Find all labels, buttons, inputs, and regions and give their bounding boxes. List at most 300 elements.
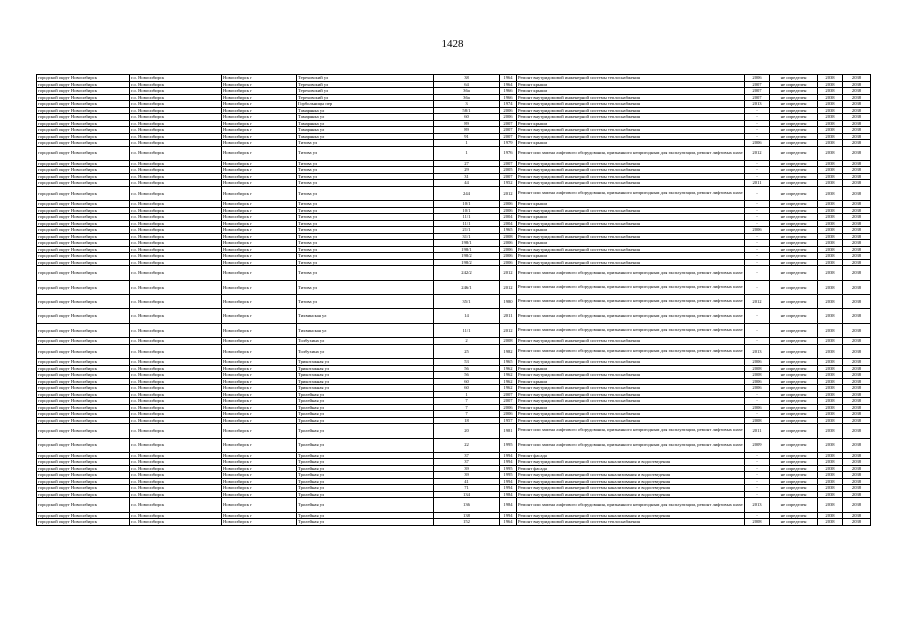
cell-plan-year: 2006	[745, 378, 770, 385]
cell-district: городской округ Новосибирск	[37, 519, 130, 526]
cell-locality: Новосибирск г	[222, 240, 297, 247]
cell-work: Ремонт внутридомовой инженерной системы теплоснабжения	[517, 233, 745, 240]
cell-plan-year: -	[745, 485, 770, 492]
cell-house: 11/1	[434, 323, 500, 337]
cell-work: Ремонт внутридомовой инженерной системы теплоснабжения	[517, 167, 745, 174]
cell-fact-year: не определен	[770, 75, 818, 82]
cell-street: Титова ул	[297, 266, 434, 280]
cell-year: 1966	[500, 88, 517, 95]
cell-settlement: г.о. Новосибирск	[130, 378, 222, 385]
cell-to-year: 2038	[843, 101, 871, 108]
cell-from-year: 2038	[818, 266, 843, 280]
cell-year: 1980	[500, 295, 517, 309]
cell-district: городской округ Новосибирск	[37, 180, 130, 187]
cell-locality: Новосибирск г	[222, 94, 297, 101]
cell-plan-year: -	[745, 512, 770, 519]
cell-to-year: 2038	[843, 227, 871, 234]
cell-work: Ремонт или замена лифтового оборудования, признанного непригодным для эксплуатации, ремонт лифтовых шахт	[517, 146, 745, 160]
cell-from-year: 2038	[818, 180, 843, 187]
cell-house: 56	[434, 365, 500, 372]
table-row	[37, 309, 871, 323]
cell-year: 1994	[500, 452, 517, 459]
cell-from-year: 2038	[818, 101, 843, 108]
cell-fact-year: не определен	[770, 246, 818, 253]
cell-house: 7	[434, 411, 500, 418]
table-row	[37, 266, 871, 280]
cell-fact-year: не определен	[770, 253, 818, 260]
cell-work: Ремонт или замена лифтового оборудования, признанного непригодным для эксплуатации, ремонт лифтовых шахт	[517, 266, 745, 280]
cell-work: Ремонт или замена лифтового оборудования, признанного непригодным для эксплуатации, ремонт лифтовых шахт	[517, 309, 745, 323]
cell-house: 39	[434, 472, 500, 479]
cell-year: 2007	[500, 160, 517, 167]
cell-work: Ремонт крыши	[517, 140, 745, 147]
cell-district: городской округ Новосибирск	[37, 365, 130, 372]
cell-work: Ремонт внутридомовой инженерной системы теплоснабжения	[517, 359, 745, 366]
table-row	[37, 323, 871, 337]
cell-locality: Новосибирск г	[222, 114, 297, 121]
cell-to-year: 2038	[843, 512, 871, 519]
cell-settlement: г.о. Новосибирск	[130, 485, 222, 492]
cell-to-year: 2038	[843, 404, 871, 411]
cell-fact-year: не определен	[770, 391, 818, 398]
cell-year: 1994	[500, 459, 517, 466]
cell-plan-year: -	[745, 259, 770, 266]
cell-plan-year: 2008	[745, 417, 770, 424]
cell-locality: Новосибирск г	[222, 133, 297, 140]
cell-street: Тамарянка ул	[297, 107, 434, 114]
cell-to-year: 2038	[843, 491, 871, 498]
cell-from-year: 2038	[818, 519, 843, 526]
cell-work: Ремонт внутридомовой инженерной системы канализования и водоотведения	[517, 485, 745, 492]
cell-plan-year: -	[745, 478, 770, 485]
cell-house: 29	[434, 167, 500, 174]
cell-from-year: 2038	[818, 75, 843, 82]
cell-from-year: 2038	[818, 240, 843, 247]
cell-fact-year: не определен	[770, 472, 818, 479]
cell-plan-year: 2011	[745, 180, 770, 187]
cell-district: городской округ Новосибирск	[37, 133, 130, 140]
cell-district: городской округ Новосибирск	[37, 266, 130, 280]
cell-work: Ремонт внутридомовой инженерной системы теплоснабжения	[517, 220, 745, 227]
cell-to-year: 2038	[843, 438, 871, 452]
cell-from-year: 2038	[818, 359, 843, 366]
cell-to-year: 2038	[843, 120, 871, 127]
cell-from-year: 2038	[818, 88, 843, 95]
cell-from-year: 2038	[818, 485, 843, 492]
cell-year: 1995	[500, 438, 517, 452]
cell-work: Ремонт или замена лифтового оборудования, признанного непригодным для эксплуатации, ремонт лифтовых шахт	[517, 186, 745, 200]
cell-settlement: г.о. Новосибирск	[130, 127, 222, 134]
cell-district: городской округ Новосибирск	[37, 246, 130, 253]
cell-from-year: 2038	[818, 133, 843, 140]
cell-street: Трикотажная ул	[297, 372, 434, 379]
cell-street: Тролейная ул	[297, 404, 434, 411]
cell-fact-year: не определен	[770, 378, 818, 385]
cell-district: городской округ Новосибирск	[37, 472, 130, 479]
cell-from-year: 2038	[818, 167, 843, 174]
cell-from-year: 2038	[818, 214, 843, 221]
cell-from-year: 2038	[818, 498, 843, 512]
table-row	[37, 344, 871, 358]
cell-house: 58/1	[434, 107, 500, 114]
cell-house: 138	[434, 512, 500, 519]
cell-plan-year: -	[745, 133, 770, 140]
cell-district: городской округ Новосибирск	[37, 127, 130, 134]
cell-year: 2006	[500, 207, 517, 214]
cell-year: 1964	[500, 81, 517, 88]
cell-fact-year: не определен	[770, 280, 818, 294]
cell-plan-year: 2008	[745, 372, 770, 379]
cell-street: Титова ул	[297, 253, 434, 260]
cell-work: Ремонт или замена лифтового оборудования, признанного непригодным для эксплуатации, ремонт лифтовых шахт	[517, 438, 745, 452]
cell-house: 21/1	[434, 227, 500, 234]
cell-fact-year: не определен	[770, 411, 818, 418]
cell-plan-year: -	[745, 338, 770, 345]
cell-to-year: 2038	[843, 411, 871, 418]
table-row	[37, 295, 871, 309]
cell-to-year: 2038	[843, 295, 871, 309]
cell-settlement: г.о. Новосибирск	[130, 167, 222, 174]
cell-district: городской округ Новосибирск	[37, 173, 130, 180]
cell-to-year: 2038	[843, 309, 871, 323]
cell-locality: Новосибирск г	[222, 280, 297, 294]
cell-plan-year: -	[745, 452, 770, 459]
cell-from-year: 2038	[818, 491, 843, 498]
cell-settlement: г.о. Новосибирск	[130, 498, 222, 512]
cell-street: Толбухина ул	[297, 338, 434, 345]
cell-settlement: г.о. Новосибирск	[130, 391, 222, 398]
cell-street: Титова ул	[297, 214, 434, 221]
cell-house: 198/1	[434, 246, 500, 253]
cell-to-year: 2038	[843, 472, 871, 479]
cell-fact-year: не определен	[770, 512, 818, 519]
cell-house: 10/1	[434, 201, 500, 208]
cell-year: 2006	[500, 259, 517, 266]
cell-to-year: 2038	[843, 107, 871, 114]
cell-district: городской округ Новосибирск	[37, 344, 130, 358]
cell-settlement: г.о. Новосибирск	[130, 385, 222, 392]
cell-to-year: 2038	[843, 378, 871, 385]
cell-street: Тролейная ул	[297, 417, 434, 424]
cell-house: 38	[434, 75, 500, 82]
cell-year: 2006	[500, 107, 517, 114]
cell-work: Ремонт внутридомовой инженерной системы теплоснабжения	[517, 398, 745, 405]
cell-fact-year: не определен	[770, 459, 818, 466]
cell-fact-year: не определен	[770, 167, 818, 174]
cell-district: городской округ Новосибирск	[37, 280, 130, 294]
cell-street: Тереховский ул	[297, 81, 434, 88]
cell-from-year: 2038	[818, 233, 843, 240]
cell-fact-year: не определен	[770, 88, 818, 95]
cell-district: городской округ Новосибирск	[37, 146, 130, 160]
cell-work: Ремонт фасада	[517, 452, 745, 459]
cell-locality: Новосибирск г	[222, 472, 297, 479]
cell-year: 2012	[500, 280, 517, 294]
table-row	[37, 498, 871, 512]
cell-settlement: г.о. Новосибирск	[130, 491, 222, 498]
cell-to-year: 2038	[843, 465, 871, 472]
cell-locality: Новосибирск г	[222, 378, 297, 385]
cell-year: 2006	[500, 114, 517, 121]
cell-from-year: 2038	[818, 344, 843, 358]
cell-district: городской округ Новосибирск	[37, 417, 130, 424]
cell-street: Тамарянка ул	[297, 120, 434, 127]
cell-from-year: 2038	[818, 146, 843, 160]
cell-street: Тролейная ул	[297, 398, 434, 405]
cell-fact-year: не определен	[770, 266, 818, 280]
cell-plan-year: -	[745, 266, 770, 280]
cell-street: Тролейная ул	[297, 491, 434, 498]
cell-locality: Новосибирск г	[222, 107, 297, 114]
cell-plan-year: 2007	[745, 94, 770, 101]
cell-settlement: г.о. Новосибирск	[130, 253, 222, 260]
cell-fact-year: не определен	[770, 417, 818, 424]
cell-to-year: 2038	[843, 186, 871, 200]
cell-fact-year: не определен	[770, 519, 818, 526]
cell-street: Титова ул	[297, 246, 434, 253]
cell-plan-year: 2012	[745, 146, 770, 160]
cell-from-year: 2038	[818, 378, 843, 385]
cell-fact-year: не определен	[770, 404, 818, 411]
cell-district: городской округ Новосибирск	[37, 391, 130, 398]
cell-locality: Новосибирск г	[222, 127, 297, 134]
table-row	[37, 424, 871, 438]
cell-settlement: г.о. Новосибирск	[130, 519, 222, 526]
cell-work: Ремонт внутридомовой инженерной системы теплоснабжения	[517, 133, 745, 140]
cell-locality: Новосибирск г	[222, 391, 297, 398]
cell-locality: Новосибирск г	[222, 365, 297, 372]
cell-settlement: г.о. Новосибирск	[130, 438, 222, 452]
cell-district: городской округ Новосибирск	[37, 385, 130, 392]
cell-district: городской округ Новосибирск	[37, 452, 130, 459]
cell-plan-year: 2006	[745, 385, 770, 392]
cell-locality: Новосибирск г	[222, 438, 297, 452]
cell-settlement: г.о. Новосибирск	[130, 107, 222, 114]
cell-year: 1952	[500, 180, 517, 187]
cell-plan-year: 2013	[745, 498, 770, 512]
cell-plan-year: 2006	[745, 227, 770, 234]
cell-from-year: 2038	[818, 452, 843, 459]
cell-to-year: 2038	[843, 323, 871, 337]
cell-district: городской округ Новосибирск	[37, 233, 130, 240]
cell-year: 1957	[500, 417, 517, 424]
cell-year: 1964	[500, 519, 517, 526]
cell-to-year: 2038	[843, 127, 871, 134]
cell-district: городской округ Новосибирск	[37, 201, 130, 208]
cell-house: 134	[434, 491, 500, 498]
cell-work: Ремонт внутридомовой инженерной системы канализования и водоотведения	[517, 472, 745, 479]
cell-year: 2006	[500, 240, 517, 247]
cell-settlement: г.о. Новосибирск	[130, 295, 222, 309]
cell-from-year: 2038	[818, 512, 843, 519]
cell-plan-year: -	[745, 323, 770, 337]
cell-to-year: 2038	[843, 338, 871, 345]
cell-settlement: г.о. Новосибирск	[130, 75, 222, 82]
cell-plan-year: -	[745, 465, 770, 472]
cell-locality: Новосибирск г	[222, 88, 297, 95]
cell-house: 25	[434, 344, 500, 358]
cell-street: Тролейная ул	[297, 424, 434, 438]
cell-work: Ремонт внутридомовой инженерной системы теплоснабжения	[517, 114, 745, 121]
cell-fact-year: не определен	[770, 338, 818, 345]
cell-fact-year: не определен	[770, 344, 818, 358]
repair-registry-table	[36, 74, 871, 526]
cell-district: городской округ Новосибирск	[37, 186, 130, 200]
cell-from-year: 2038	[818, 207, 843, 214]
cell-plan-year: 2007	[745, 81, 770, 88]
cell-year: 2006	[500, 246, 517, 253]
cell-house: 198/1	[434, 240, 500, 247]
cell-fact-year: не определен	[770, 133, 818, 140]
cell-work: Ремонт внутридомовой инженерной системы теплоснабжения	[517, 385, 745, 392]
cell-settlement: г.о. Новосибирск	[130, 133, 222, 140]
cell-fact-year: не определен	[770, 220, 818, 227]
cell-work: Ремонт или замена лифтового оборудования, признанного непригодным для эксплуатации, ремонт лифтовых шахт	[517, 323, 745, 337]
cell-to-year: 2038	[843, 180, 871, 187]
cell-fact-year: не определен	[770, 491, 818, 498]
cell-fact-year: не определен	[770, 323, 818, 337]
cell-settlement: г.о. Новосибирск	[130, 146, 222, 160]
cell-from-year: 2038	[818, 309, 843, 323]
cell-from-year: 2038	[818, 404, 843, 411]
cell-locality: Новосибирск г	[222, 295, 297, 309]
cell-fact-year: не определен	[770, 295, 818, 309]
cell-to-year: 2038	[843, 359, 871, 366]
cell-work: Ремонт крыши	[517, 253, 745, 260]
cell-house: 53	[434, 359, 500, 366]
cell-street: Тамарянка ул	[297, 133, 434, 140]
cell-settlement: г.о. Новосибирск	[130, 404, 222, 411]
cell-year: 2008	[500, 233, 517, 240]
cell-district: городской округ Новосибирск	[37, 459, 130, 466]
cell-house: 39	[434, 465, 500, 472]
cell-plan-year: -	[745, 491, 770, 498]
cell-from-year: 2038	[818, 259, 843, 266]
cell-plan-year: -	[745, 240, 770, 247]
cell-street: Титова ул	[297, 227, 434, 234]
cell-to-year: 2038	[843, 280, 871, 294]
cell-street: Горбольницы пер	[297, 101, 434, 108]
page-number: 1428	[441, 38, 464, 50]
cell-house: 198/2	[434, 253, 500, 260]
cell-to-year: 2038	[843, 452, 871, 459]
cell-district: городской округ Новосибирск	[37, 81, 130, 88]
cell-house: 36а	[434, 94, 500, 101]
cell-plan-year: -	[745, 107, 770, 114]
cell-fact-year: не определен	[770, 201, 818, 208]
cell-locality: Новосибирск г	[222, 233, 297, 240]
cell-locality: Новосибирск г	[222, 214, 297, 221]
cell-street: Титова ул	[297, 146, 434, 160]
cell-fact-year: не определен	[770, 233, 818, 240]
cell-to-year: 2038	[843, 240, 871, 247]
cell-year: 2007	[500, 133, 517, 140]
cell-to-year: 2038	[843, 385, 871, 392]
cell-house: 37	[434, 459, 500, 466]
cell-year: 2007	[500, 173, 517, 180]
cell-work: Ремонт или замена лифтового оборудования, признанного непригодным для эксплуатации, ремонт лифтовых шахт	[517, 498, 745, 512]
cell-house: 1	[434, 146, 500, 160]
cell-street: Тролейная ул	[297, 485, 434, 492]
cell-district: городской округ Новосибирск	[37, 372, 130, 379]
cell-to-year: 2038	[843, 391, 871, 398]
cell-settlement: г.о. Новосибирск	[130, 472, 222, 479]
cell-fact-year: не определен	[770, 485, 818, 492]
cell-work: Ремонт крыши	[517, 120, 745, 127]
cell-street: Трикотажная ул	[297, 378, 434, 385]
cell-fact-year: не определен	[770, 214, 818, 221]
cell-house: 198/2	[434, 259, 500, 266]
cell-fact-year: не определен	[770, 240, 818, 247]
cell-fact-year: не определен	[770, 81, 818, 88]
cell-district: городской округ Новосибирск	[37, 75, 130, 82]
cell-settlement: г.о. Новосибирск	[130, 372, 222, 379]
cell-to-year: 2038	[843, 417, 871, 424]
cell-district: городской округ Новосибирск	[37, 424, 130, 438]
cell-plan-year: 2011	[745, 424, 770, 438]
cell-settlement: г.о. Новосибирск	[130, 411, 222, 418]
cell-locality: Новосибирск г	[222, 173, 297, 180]
cell-district: городской округ Новосибирск	[37, 485, 130, 492]
cell-district: городской округ Новосибирск	[37, 498, 130, 512]
cell-settlement: г.о. Новосибирск	[130, 266, 222, 280]
cell-work: Ремонт внутридомовой инженерной системы теплоснабжения	[517, 372, 745, 379]
cell-from-year: 2038	[818, 201, 843, 208]
cell-work: Ремонт крыши	[517, 201, 745, 208]
cell-work: Ремонт внутридомовой инженерной системы теплоснабжения	[517, 160, 745, 167]
cell-to-year: 2038	[843, 498, 871, 512]
cell-year: 2005	[500, 167, 517, 174]
cell-plan-year: -	[745, 233, 770, 240]
cell-work: Ремонт внутридомовой инженерной системы теплоснабжения	[517, 391, 745, 398]
cell-street: Тамарянка ул	[297, 127, 434, 134]
cell-year: 1962	[500, 365, 517, 372]
cell-to-year: 2038	[843, 133, 871, 140]
cell-plan-year: 2013	[745, 344, 770, 358]
cell-to-year: 2038	[843, 146, 871, 160]
cell-year: 1966	[500, 94, 517, 101]
cell-house: 1	[434, 140, 500, 147]
cell-to-year: 2038	[843, 485, 871, 492]
cell-work: Ремонт крыши	[517, 240, 745, 247]
cell-to-year: 2038	[843, 424, 871, 438]
cell-house: 64	[434, 81, 500, 88]
cell-district: городской округ Новосибирск	[37, 478, 130, 485]
cell-to-year: 2038	[843, 253, 871, 260]
cell-from-year: 2038	[818, 173, 843, 180]
cell-house: 7	[434, 404, 500, 411]
cell-plan-year: -	[745, 207, 770, 214]
cell-district: городской округ Новосибирск	[37, 323, 130, 337]
cell-plan-year: 2006	[745, 359, 770, 366]
cell-settlement: г.о. Новосибирск	[130, 201, 222, 208]
cell-plan-year: -	[745, 214, 770, 221]
cell-from-year: 2038	[818, 81, 843, 88]
cell-plan-year: -	[745, 201, 770, 208]
cell-settlement: г.о. Новосибирск	[130, 365, 222, 372]
cell-street: Тролейная ул	[297, 512, 434, 519]
cell-street: Тролейная ул	[297, 478, 434, 485]
cell-house: 7	[434, 398, 500, 405]
cell-district: городской округ Новосибирск	[37, 404, 130, 411]
cell-district: городской округ Новосибирск	[37, 411, 130, 418]
cell-street: Тереховский ул	[297, 88, 434, 95]
cell-plan-year: 2009	[745, 438, 770, 452]
cell-fact-year: не определен	[770, 160, 818, 167]
cell-district: городской округ Новосибирск	[37, 309, 130, 323]
table-row	[37, 186, 871, 200]
cell-year: 1974	[500, 101, 517, 108]
